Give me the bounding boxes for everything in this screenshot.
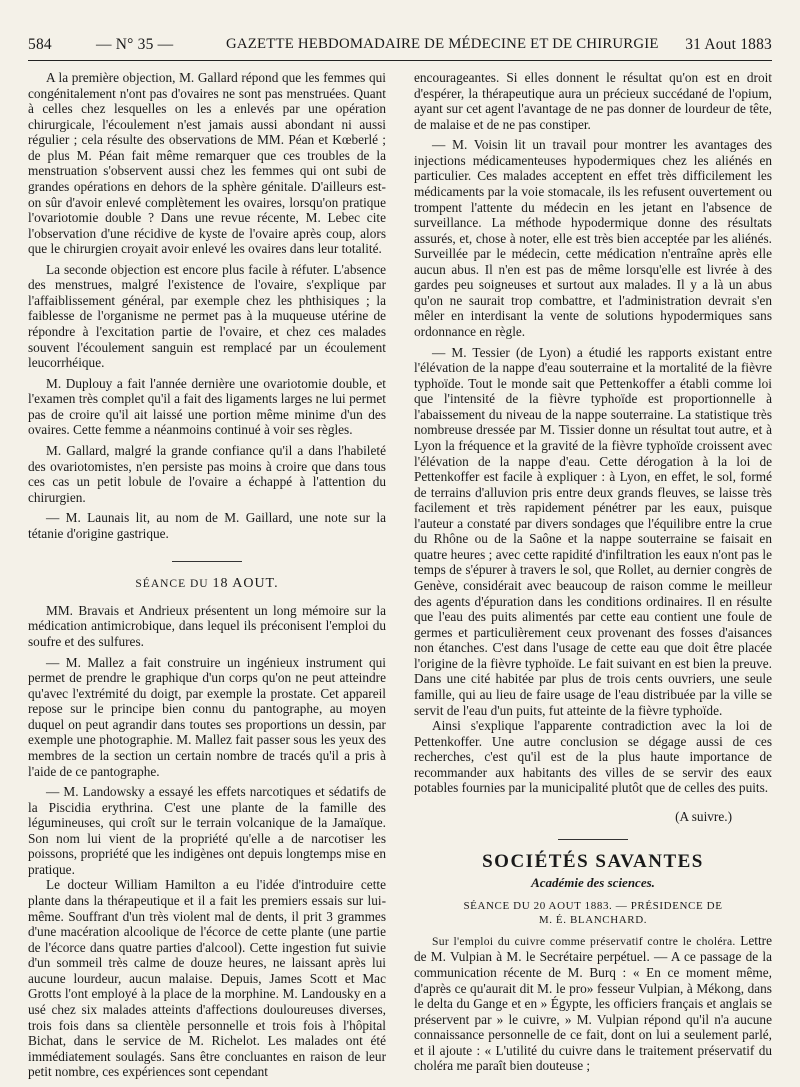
right-column: [414, 70, 772, 1074]
seance-line: SÉANCE DU 20 AOUT 1883. — PRÉSIDENCE DE: [463, 899, 723, 912]
paragraph: [414, 933, 772, 1074]
seance-heading: [28, 576, 386, 593]
journal-title: GAZETTE HEBDOMADAIRE DE MÉDECINE ET DE CHIRURGIE: [226, 36, 659, 52]
subsection-title: Académie des sciences.: [531, 875, 655, 891]
paragraph: — M. Voisin lit un travail pour montrer les avantages des injections médicamenteuses hypodermiques chez les aliénés en particulier. Ces malades acceptent en effet très difficilement les médicaments par la voie stomacale, ils les refusent ouvertement ou trompent l'attente du médecin en les jetant en l'absence de surveillance. La méthode hypodermique donne des résultats assurés, et, chose à noter, elle est très bien acceptée par les aliénés. Surveillée par le médecin, cette médication n'entraîne après elle aucun abus. Il n'en est pas de même lorsqu'elle est livrée à des gardes peu soigneuses et surtout aux malades. Il y a là un abus qu'on ne saurait trop combattre, et l'administration devrait s'en mêler en interdisant la vente de solutions hypodermiques sans ordonnance en règle.: [414, 137, 772, 339]
seance-date: 18 AOUT.: [212, 576, 279, 592]
paragraph: M. Gallard, malgré la grande confiance qu'il a dans l'habileté des ovariotomistes, n'en persiste pas moins à croire que dans tous ces cas un petit lobule de l'ovaire a échappé à l'attention du chirurgien.: [28, 442, 386, 505]
seance-heading: [414, 899, 772, 927]
header-rule: [28, 60, 772, 61]
paragraph: M. Duplouy a fait l'année dernière une ovariotomie double, et l'examen très complet qu'il a fait des ligaments larges ne lui permet pas de croire qu'il ait laissé une portion même minime d'un des ovaires. Cette femme a néanmoins continué à voir ses règles.: [28, 375, 386, 438]
paragraph: — M. Launais lit, au nom de M. Gaillard, une note sur la tétanie d'origine gastrique.: [28, 510, 386, 541]
a-suivre: (A suivre.): [675, 809, 732, 825]
seance-label: SÉANCE DU: [135, 578, 209, 591]
paragraph: Le docteur William Hamilton a eu l'idée d'introduire cette plante dans la thérapeutique et il a fait les premiers essais sur lui-même. Souffrant d'un très violent mal de dents, il prit 3 grammes d'une macération alcoolique de l'écorce de cette plante (une partie de l'écorce dans quatre parties d'alcool). Cette ingestion fut suivie d'un sommeil très calme de douze heures, ne laissant après lui aucune lourdeur, aucun malaise. Depuis, James Scott et Mac Grotts l'ont employé à la place de la morphine. M. Landousky en a usé chez six malades atteints d'affections douloureuses diverses, trois fois dans sa clientèle personnelle et trois fois à l'hôpital Bichat, dans le service de M. Richelot. Les malades ont été immédiatement soulagés. Sans être concluantes en raison de leur petit nombre, ces expériences sont cependant: [28, 877, 386, 1080]
paragraph: — M. Landowsky a essayé les effets narcotiques et sédatifs de la Piscidia erythrina. C'est une plante de la famille des légumineuses, qui croît sur le terrain volcanique de la Jamaïque. Son nom lui vient de la propriété qu'elle a de narcotiser les poissons, propriété que les indigènes ont depuis longtemps mise en pratique.: [28, 784, 386, 877]
paragraph: encourageantes. Si elles donnent le résultat qu'on est en droit d'espérer, la thérapeutique aura un précieux succédané de l'opium, ayant sur cet agent l'avantage de ne pas donner de lourdeur de tête, de malaise et de ne pas constiper.: [414, 70, 772, 132]
seance-president: M. É. BLANCHARD.: [538, 913, 648, 926]
paragraph: — M. Mallez a fait construire un ingénieux instrument qui permet de prendre le graphique d'un corps qu'on ne peut atteindre qu'avec l'extrémité du doigt, par exemple la prostate. Cet appareil repose sur le principe bien connu du pantographe, au moyen duquel on peut agrandir dans toutes ses proportions un dessin, par exemple une photographie. M. Mallez fait passer sous les yeux des membres de la section un certain nombre de tracés qu'il a pris à l'aide de ce pantographe.: [28, 654, 386, 779]
article-text: Lettre de M. Vulpian à M. le Secrétaire perpétuel. — A ce passage de la communication récente de M. Burq : « En ce moment même, d'après ce qu'aurait dit M. le pro» fesseur Vulpian, à Mékong, dans le delta du Gange et en » Égypte, les officiers français et anglais se préservent par » le cuivre, » M. Vulpian répond qu'il n'a aucune connaissance personnelle de ce fait, dont on lui a seulement parlé, et il ajoute : « L'utilité du cuivre dans le traitement préservatif du choléra me paraît bien douteuse ;: [414, 932, 772, 1074]
left-column: [28, 70, 386, 1080]
section-divider: [558, 839, 628, 840]
paragraph: A la première objection, M. Gallard répond que les femmes qui congénitalement n'ont pas d'ovaires ne sont pas menstruées. Quant à celles chez lesquelles on les a enlevés par une opération chirurgicale, l'écoulement n'est jamais aussi abondant ni aussi régulier ; cela résulte des observations de MM. Péan et Kœberlé ; de plus M. Péan fait même remarquer que ces troubles de la menstruation s'observent aussi chez les femmes qui ont subi de grandes opérations en dehors de la sphère génitale. D'ailleurs est-on sûr d'avoir enlevé complètement les ovaires, lorsqu'on pratique l'ovariotomie double ? Dans une revue récente, M. Lebec cite l'observation d'une récidive de kyste de l'ovaire après coup, alors que le chirurgien croyait avoir enlevé les ovaires dans leur totalité.: [28, 70, 386, 257]
paragraph: La seconde objection est encore plus facile à réfuter. L'absence des menstrues, malgré l'existence de l'ovaire, s'explique par l'affaiblissement général, par exemple chez les phthisiques ; la faiblesse de l'organisme ne permet pas à la muqueuse utérine de répondre à l'excitation partie de l'ovaire, et chez ces malades souvent l'écoulement sanguin est remplacé par un écoulement leucorrhéique.: [28, 261, 386, 371]
issue-date: 31 Aout 1883: [685, 36, 772, 53]
paragraph: — M. Tessier (de Lyon) a étudié les rapports existant entre l'élévation de la nappe d'eau souterraine et la mortalité de la fièvre typhoïde. Tout le monde sait que Pettenkoffer a établi comme loi que l'intensité de la fièvre typhoïde est proportionnelle à l'abaissement du niveau de la nappe souterraine. La statistique très nombreuse dressée par M. Tissier donne un résultat tout autre, et à Lyon la fréquence et la gravité de la fièvre typhoïde croissent avec l'élévation de la nappe d'eau. Cette dérogation à la loi de Pettenkoffer est facile à expliquer : à Lyon, en effet, le sol, formé de terrains d'alluvion pris entre deux grands fleuves, se laisse très facilement et très rapidement pénétrer par les eaux, puisque l'auteur a constaté par divers sondages que l'équilibre entre la crue du Rhône ou de la Saône et la nappe souterraine se faisait en quatre heures ; avec cette rapidité d'infiltration les eaux n'ont pas le temps de s'épurer à travers le sol, que Rollet, au dernier congrès de Genève, considérait avec beaucoup de raison comme le meilleur des agents d'épuration dans les conditions ordinaires. Il en résulte que l'eau des puits alimentés par cette eau contient une foule de germes et particulièrement ceux provenant des fosses d'aisances non étanches. C'est dans l'usage de cette eau que doit être placée l'origine de la fièvre typhoïde. Le fait suivant en est bien la preuve. Dans une cité habitée par plus de trois cents ouvriers, une seule famille, qui au lieu de faire usage de l'eau distribuée par la ville se servit de l'eau d'un puits, fut atteinte de la fièvre typhoïde.: [414, 344, 772, 718]
page-number: 584: [28, 36, 52, 53]
paragraph: MM. Bravais et Andrieux présentent un long mémoire sur la médication antimicrobique, dans lequel ils préconisent l'emploi du soufre et des sulfures.: [28, 602, 386, 649]
issue-number: — N° 35 —: [96, 36, 174, 53]
section-title: SOCIÉTÉS SAVANTES: [482, 850, 704, 872]
article-title: Sur l'emploi du cuivre comme préservatif contre le choléra.: [432, 934, 736, 948]
page-header: [28, 34, 772, 56]
paragraph: Ainsi s'explique l'apparente contradiction avec la loi de Pettenkoffer. Une autre conclusion se dégage aussi de ces recherches, c'est qu'il est de la plus haute importance de recommander aux habitants des villes de se servir des eaux potables fournies par la municipalité plutôt que de celles des puits.: [414, 718, 772, 796]
section-divider: [172, 561, 242, 562]
